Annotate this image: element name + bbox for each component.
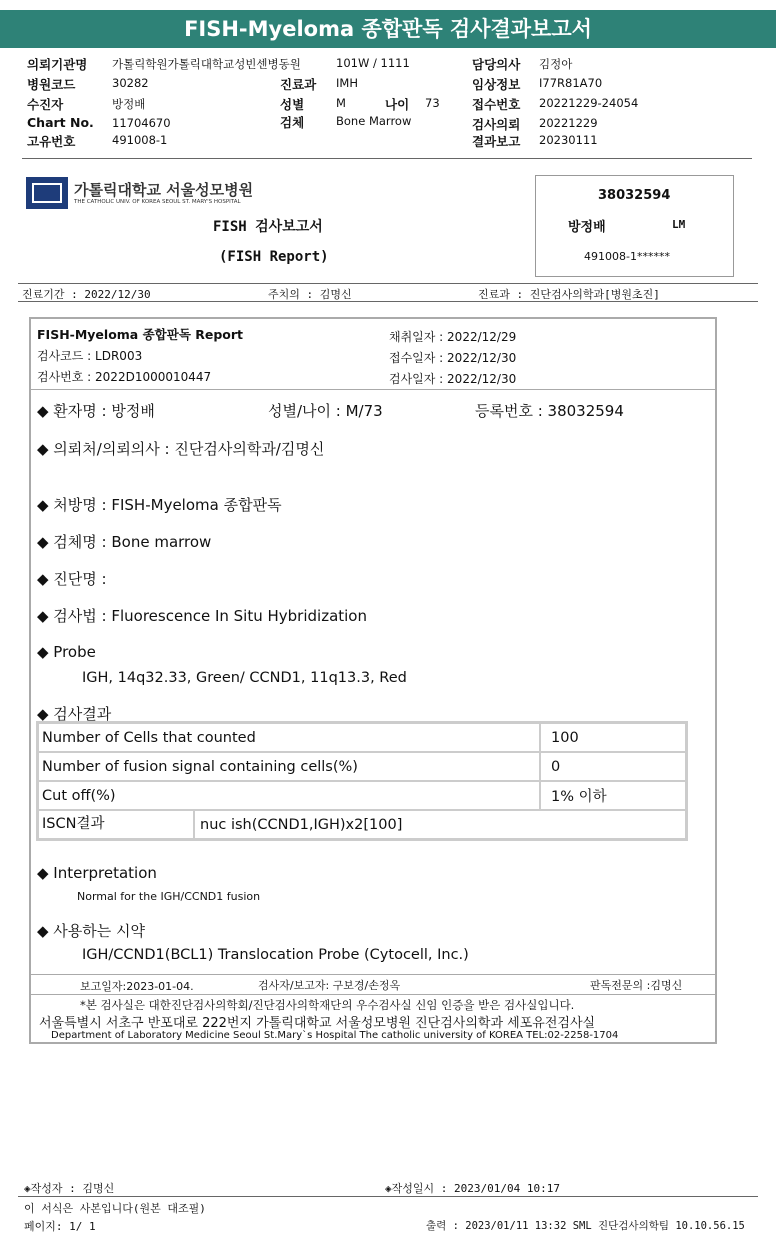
- clinical-label: 임상정보: [472, 77, 521, 92]
- copy-note: 이 서식은 사본입니다(원본 대조필): [24, 1202, 206, 1215]
- lab-dept-en: Department of Laboratory Medicine Seoul St.Mary`s Hospital The catholic university of KOREA TEL:02-2258-1704: [51, 1030, 619, 1041]
- lab-address: 서울특별시 서초구 반포대로 222번지 가톨릭대학교 서울성모병원 진단검사의학과 세포유전검사실: [39, 1016, 596, 1031]
- written-at: ◈작성일시 : 2023/01/04 10:17: [385, 1182, 560, 1195]
- result-cell-label: Cut off(%): [38, 781, 541, 810]
- patient-rrn: 491008-1******: [584, 250, 670, 263]
- specimen-label: 검체: [280, 115, 305, 130]
- sex-value: M: [336, 96, 346, 110]
- probe-value: IGH, 14q32.33, Green/ CCND1, 11q13.3, Red: [82, 670, 407, 686]
- chart-label: Chart No.: [27, 115, 94, 130]
- receipt-value: 20221229-24054: [539, 96, 639, 110]
- page-number: 페이지: 1/ 1: [24, 1220, 96, 1233]
- result-label: ◆ 검사결과: [37, 705, 112, 723]
- table-row: [38, 723, 687, 753]
- patient-label: 수진자: [27, 97, 64, 112]
- patient-label-box: [535, 175, 734, 277]
- signature-top-line: [31, 974, 715, 975]
- patient-name: 방정배: [568, 220, 606, 235]
- signature-bottom-line: [31, 994, 715, 995]
- report-header-divider: [31, 389, 715, 390]
- hospital-label: 의뢰기관명: [27, 57, 88, 72]
- result-cell-value: 0: [540, 752, 687, 781]
- hospital-name-ko: 가톨릭대학교 서울성모병원: [74, 181, 254, 199]
- specimen-line: ◆ 검체명 : Bone marrow: [37, 533, 212, 551]
- period-top-line: [18, 283, 758, 284]
- document-title: FISH-Myeloma 종합판독 검사결과보고서: [0, 10, 776, 48]
- probe-label: ◆ Probe: [37, 643, 96, 661]
- report-subtitle: (FISH Report): [219, 249, 329, 265]
- sex-label: 성별: [280, 97, 305, 112]
- report-label: 결과보고: [472, 134, 521, 149]
- report-name: FISH-Myeloma 종합판독 Report: [37, 327, 244, 342]
- attending: 주치의 : 김명신: [268, 288, 352, 301]
- result-cell-label: Number of fusion signal containing cells(%): [38, 752, 541, 781]
- received-date: 접수일자 : 2022/12/30: [389, 351, 517, 365]
- clinical-value: I77R81A70: [539, 76, 603, 90]
- diagnosis-line: ◆ 진단명 :: [37, 570, 107, 588]
- hospital-name-en: THE CATHOLIC UNIV. OF KOREA SEOUL ST. MARY'S HOSPITAL: [74, 199, 241, 205]
- request-value: 20221229: [539, 116, 598, 130]
- results-table: [36, 721, 688, 841]
- report-date: 보고일자:2023-01-04.: [80, 980, 194, 993]
- table-row: [38, 781, 687, 810]
- unique-value: 491008-1: [112, 133, 168, 147]
- specimen-value: Bone Marrow: [336, 114, 412, 128]
- table-row: [38, 752, 687, 781]
- sex-age-line: 성별/나이 : M/73: [268, 402, 383, 420]
- footer-divider: [18, 1196, 758, 1197]
- period-bottom-line: [18, 301, 758, 302]
- patient-code: LM: [672, 218, 686, 231]
- doctor-value: 김정아: [539, 57, 573, 71]
- header-divider: [22, 158, 752, 159]
- interpretation-value: Normal for the IGH/CCND1 fusion: [77, 890, 261, 903]
- examiner: 검사자/보고자: 구보경/손정옥: [258, 979, 401, 992]
- hosp-code-label: 병원코드: [27, 77, 76, 92]
- patient-value: 방정배: [112, 97, 146, 111]
- period-dept: 진료과 : 진단검사의학과[병원초진]: [478, 288, 660, 301]
- result-cell-label: Number of Cells that counted: [38, 723, 541, 753]
- order-line: ◆ 처방명 : FISH-Myeloma 종합판독: [37, 496, 282, 514]
- hosp-code-value: 30282: [112, 76, 149, 90]
- tested-date: 검사일자 : 2022/12/30: [389, 372, 517, 386]
- printed-info: 출력 : 2023/01/11 13:32 SML 진단검사의학팀 10.10.56.15: [426, 1220, 745, 1232]
- iscn-value: nuc ish(CCND1,IGH)x2[100]: [200, 816, 403, 833]
- reagent-value: IGH/CCND1(BCL1) Translocation Probe (Cytocell, Inc.): [82, 947, 469, 963]
- test-code: 검사코드 : LDR003: [37, 349, 143, 363]
- dept-label: 진료과: [280, 77, 317, 92]
- chart-value: 11704670: [112, 116, 171, 130]
- collected-date: 채취일자 : 2022/12/29: [389, 330, 517, 344]
- table-row: [38, 810, 687, 840]
- interpretation-label: ◆ Interpretation: [37, 864, 157, 882]
- certification-note: *본 검사실은 대한진단검사의학회/진단검사의학재단의 우수검사실 신임 인증을 받은 검사실입니다.: [80, 998, 575, 1012]
- hospital-logo-icon: [26, 177, 68, 209]
- specialist: 판독전문의 :김명신: [590, 979, 683, 992]
- test-number: 검사번호 : 2022D1000010447: [37, 370, 212, 384]
- patient-id: 38032594: [598, 188, 671, 203]
- method-line: ◆ 검사법 : Fluorescence In Situ Hybridization: [37, 607, 367, 625]
- referral-line: ◆ 의뢰처/의뢰의사 : 진단검사의학과/김명신: [37, 440, 325, 458]
- request-label: 검사의뢰: [472, 117, 521, 132]
- doctor-label: 담당의사: [472, 57, 521, 72]
- result-cell-value: 1% 이하: [540, 781, 687, 810]
- report-value: 20230111: [539, 133, 598, 147]
- report-title: FISH 검사보고서: [213, 219, 323, 235]
- age-value: 73: [425, 96, 440, 110]
- reagent-label: ◆ 사용하는 시약: [37, 922, 146, 940]
- period: 진료기간 : 2022/12/30: [22, 288, 151, 301]
- dept-value: IMH: [336, 76, 358, 90]
- patient-name-line: ◆ 환자명 : 방정배: [37, 402, 155, 420]
- iscn-label: ISCN결과: [39, 811, 195, 838]
- receipt-label: 접수번호: [472, 97, 521, 112]
- ward-value: 101W / 1111: [336, 56, 410, 70]
- hospital-value: 가톨릭학원가톨릭대학교성빈센병동원: [112, 57, 301, 71]
- result-cell-value: 100: [540, 723, 687, 753]
- reg-no-line: 등록번호 : 38032594: [475, 402, 624, 420]
- age-label: 나이: [385, 97, 410, 112]
- unique-label: 고유번호: [27, 134, 76, 149]
- writer: ◈작성자 : 김명신: [24, 1182, 115, 1195]
